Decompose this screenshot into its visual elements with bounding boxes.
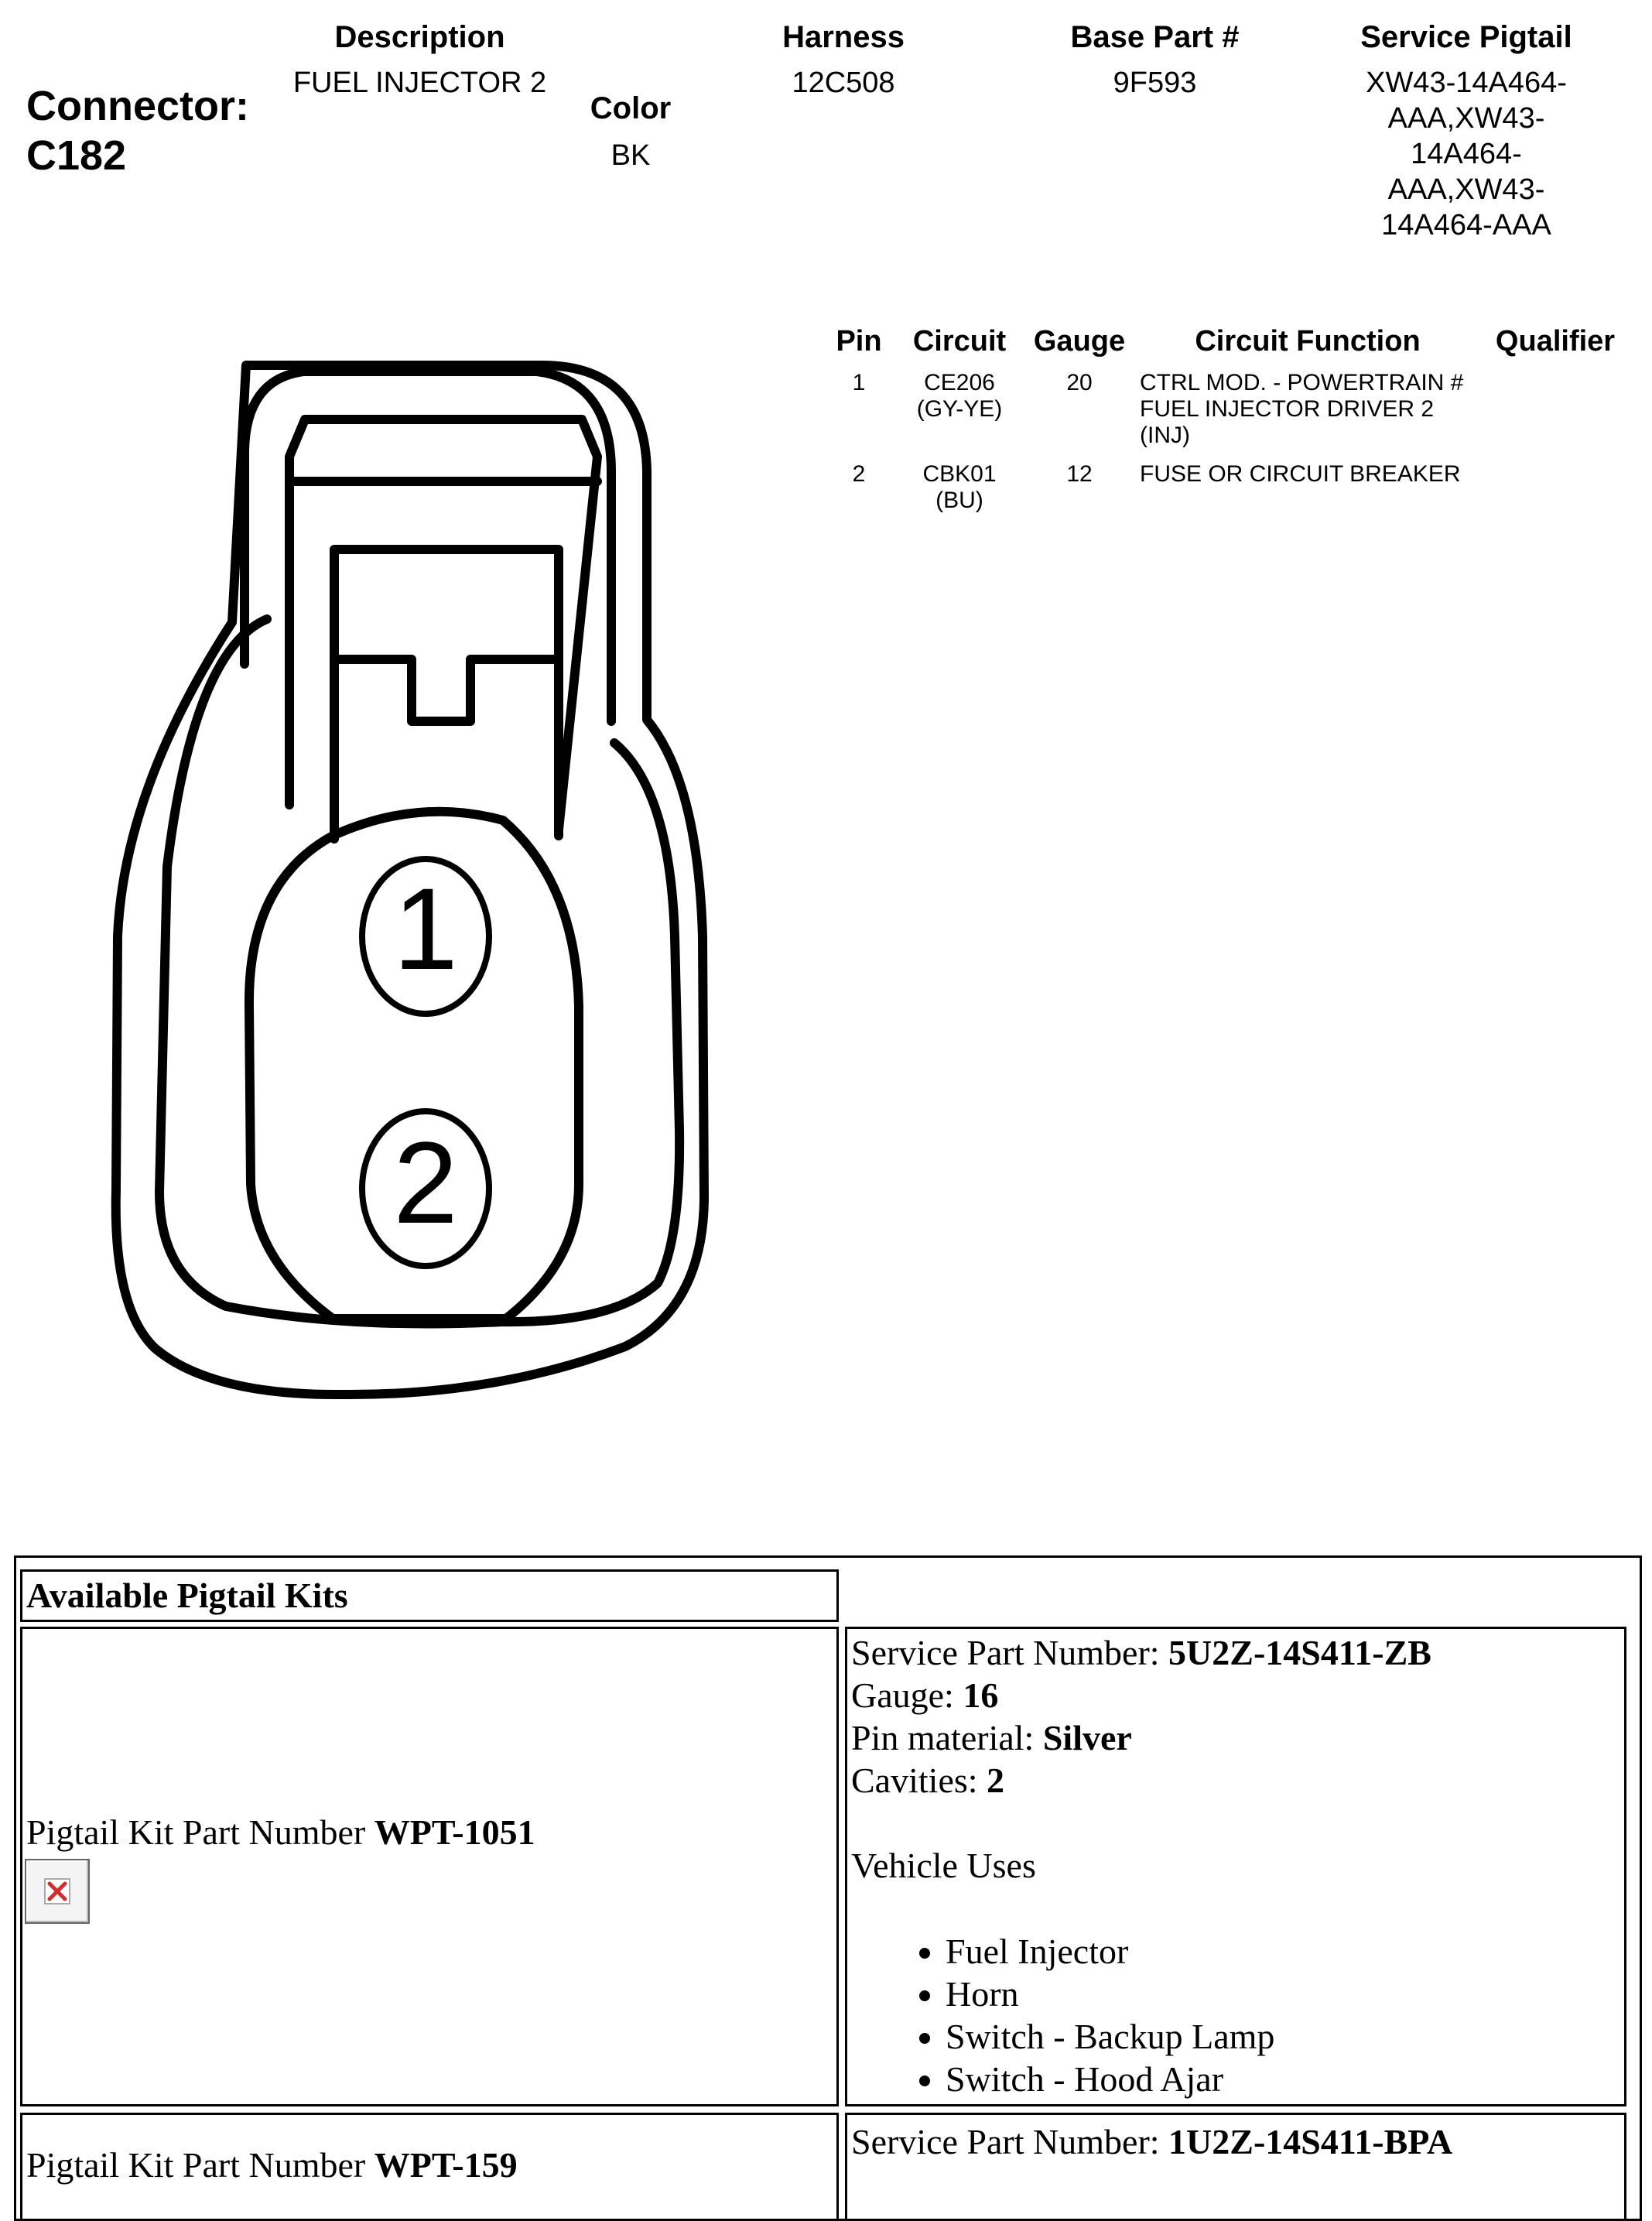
kit-1-left-cell bbox=[20, 1627, 839, 2106]
cavities-value: 2 bbox=[987, 1761, 1005, 1800]
pin-table-row-1-function bbox=[1140, 370, 1480, 449]
pin-table-row-2-circuit bbox=[898, 461, 1021, 514]
pin-material-line bbox=[851, 1716, 1617, 1759]
circuit-col-header: Circuit bbox=[912, 325, 1007, 358]
kit-1-number bbox=[26, 1811, 535, 1853]
harness-value: 12C508 bbox=[792, 67, 895, 99]
service-pigtail-line: AAA,XW43- bbox=[1387, 102, 1545, 135]
cavities-line bbox=[851, 1759, 1617, 1802]
pin-col-header: Pin bbox=[836, 325, 882, 358]
gauge-col-header: Gauge bbox=[1033, 325, 1126, 358]
gauge-line bbox=[851, 1674, 1617, 1716]
cavities-label: Cavities: bbox=[851, 1761, 987, 1800]
terminal-slot bbox=[334, 549, 559, 839]
service-pigtail-value bbox=[1308, 65, 1625, 243]
vehicle-uses-list bbox=[851, 1930, 1617, 2100]
service-pigtail-line: 14A464- bbox=[1411, 138, 1522, 170]
kit-number: WPT-159 bbox=[374, 2145, 518, 2185]
color-value: BK bbox=[611, 139, 651, 172]
wire-color: (BU) bbox=[935, 488, 983, 513]
gauge-value: 16 bbox=[963, 1675, 999, 1715]
gauge-label: Gauge: bbox=[851, 1675, 963, 1715]
kit-2-details bbox=[851, 2120, 1452, 2163]
harness-header: Harness bbox=[782, 20, 905, 54]
function-line: (INJ) bbox=[1140, 423, 1190, 448]
service-part-number: 1U2Z-14S411-BPA bbox=[1168, 2122, 1453, 2161]
service-part-number: 5U2Z-14S411-ZB bbox=[1168, 1633, 1431, 1672]
service-part-line bbox=[851, 1631, 1617, 1674]
kits-title: Available Pigtail Kits bbox=[26, 1576, 348, 1615]
list-item: • Switch - Hood Ajar bbox=[946, 2058, 1617, 2100]
service-part-label: Service Part Number: bbox=[851, 2122, 1169, 2161]
color-header: Color bbox=[590, 91, 672, 125]
list-item: • Fuel Injector bbox=[946, 1930, 1617, 1973]
function-col-header: Circuit Function bbox=[1195, 325, 1421, 358]
pin-table-row-1-circuit bbox=[898, 370, 1021, 423]
function-line: FUEL INJECTOR DRIVER 2 bbox=[1140, 396, 1435, 422]
description-header: Description bbox=[334, 20, 505, 54]
pin-table-row-1-gauge: 20 bbox=[1066, 370, 1093, 395]
broken-image-icon bbox=[25, 1859, 90, 1924]
list-item: • Switch - Backup Lamp bbox=[946, 2015, 1617, 2058]
service-part-label: Service Part Number: bbox=[851, 1633, 1169, 1672]
description-value: FUEL INJECTOR 2 bbox=[292, 67, 547, 99]
vehicle-uses-heading: Vehicle Uses bbox=[851, 1846, 1036, 1885]
kit-1-details bbox=[851, 1631, 1617, 2100]
service-pigtail-line: XW43-14A464- bbox=[1366, 67, 1567, 99]
pin-table-row-1-pin: 1 bbox=[852, 370, 866, 395]
function-line: FUSE OR CIRCUIT BREAKER bbox=[1140, 461, 1461, 487]
list-item: • Horn bbox=[946, 1973, 1617, 2015]
kit-2-number bbox=[26, 2144, 518, 2186]
base-part-value: 9F593 bbox=[1113, 67, 1197, 99]
base-part-header: Base Part # bbox=[1070, 20, 1240, 54]
service-pigtail-line: 14A464-AAA bbox=[1381, 209, 1551, 241]
circuit-id: CE206 bbox=[924, 370, 995, 395]
kit-number: WPT-1051 bbox=[374, 1812, 535, 1852]
kit-label: Pigtail Kit Part Number bbox=[26, 2145, 375, 2185]
kit-label: Pigtail Kit Part Number bbox=[26, 1812, 375, 1852]
slot-key bbox=[334, 659, 559, 721]
pin-material-value: Silver bbox=[1042, 1718, 1132, 1757]
pin-table-row-2-pin: 2 bbox=[852, 461, 866, 487]
pin-1-label: 1 bbox=[393, 864, 458, 994]
pin-table-row-2-gauge: 12 bbox=[1066, 461, 1093, 487]
service-pigtail-header: Service Pigtail bbox=[1360, 20, 1572, 54]
connector-label: Connector: bbox=[26, 83, 249, 129]
pin-material-label: Pin material: bbox=[851, 1718, 1043, 1757]
service-pigtail-line: AAA,XW43- bbox=[1387, 173, 1545, 206]
circuit-id: CBK01 bbox=[922, 461, 997, 487]
pin-table-row-2-function bbox=[1140, 461, 1480, 488]
pin-2-label: 2 bbox=[393, 1117, 458, 1247]
function-line: CTRL MOD. - POWERTRAIN # bbox=[1140, 370, 1464, 395]
wire-color: (GY-YE) bbox=[916, 396, 1003, 422]
connector-diagram bbox=[0, 325, 743, 1501]
qualifier-col-header: Qualifier bbox=[1495, 325, 1616, 358]
connector-id: C182 bbox=[26, 132, 127, 179]
